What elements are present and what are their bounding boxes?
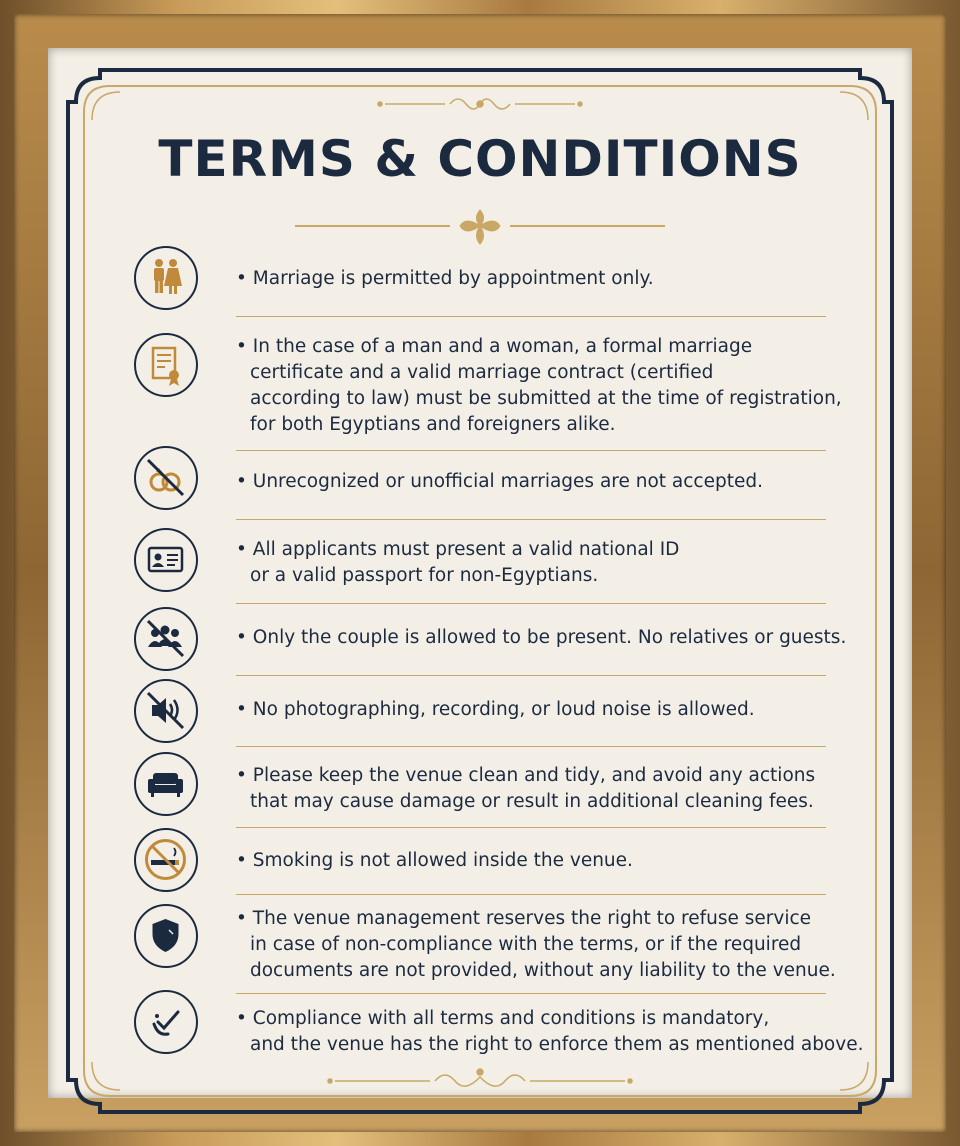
term-item-9 — [236, 906, 836, 984]
id-card-icon — [134, 528, 198, 592]
separator — [236, 519, 826, 520]
term-line: • Please keep the venue clean and tidy, and avoid any actions — [236, 765, 816, 786]
term-item-10 — [236, 1006, 864, 1058]
term-item-5 — [236, 625, 847, 651]
term-line: • Compliance with all terms and conditions is mandatory, — [236, 1008, 770, 1029]
separator — [236, 827, 826, 828]
term-item-1 — [236, 266, 836, 292]
term-line: documents are not provided, without any liability to the venue. — [250, 960, 836, 981]
certificate-icon — [134, 333, 198, 397]
term-line: • The venue management reserves the right to refuse service — [236, 908, 812, 929]
term-line: • Only the couple is allowed to be present. No relatives or guests. — [236, 627, 847, 648]
check-circle-icon — [134, 990, 198, 1054]
page-title: TERMS & CONDITIONS — [158, 130, 802, 188]
term-line: • All applicants must present a valid national ID — [236, 539, 680, 560]
term-item-7 — [236, 763, 836, 815]
term-line: • Unrecognized or unofficial marriages are not accepted. — [236, 471, 763, 492]
no-rings-icon — [134, 446, 198, 510]
separator — [236, 993, 826, 994]
term-item-3 — [236, 469, 836, 495]
separator — [236, 316, 826, 317]
term-item-8 — [236, 848, 836, 874]
separator — [236, 894, 826, 895]
separator — [236, 450, 826, 451]
term-line: or a valid passport for non-Egyptians. — [250, 565, 599, 586]
separator — [236, 746, 826, 747]
couple-icon — [134, 246, 198, 310]
term-line: according to law) must be submitted at the time of registration, — [250, 388, 842, 409]
term-line: and the venue has the right to enforce them as mentioned above. — [250, 1034, 864, 1055]
term-item-4 — [236, 537, 836, 589]
term-line: for both Egyptians and foreigners alike. — [250, 414, 616, 435]
term-line: certificate and a valid marriage contract (certified — [250, 362, 714, 383]
term-line: that may cause damage or result in additional cleaning fees. — [250, 791, 814, 812]
separator — [236, 675, 826, 676]
shield-icon — [134, 904, 198, 968]
term-line: in case of non-compliance with the terms, or if the required — [250, 934, 802, 955]
term-item-6 — [236, 697, 836, 723]
no-sound-icon — [134, 679, 198, 743]
separator — [236, 603, 826, 604]
term-line: • Marriage is permitted by appointment only. — [236, 268, 654, 289]
no-smoking-icon — [134, 828, 198, 892]
term-line: • No photographing, recording, or loud noise is allowed. — [236, 699, 755, 720]
term-item-2 — [236, 334, 842, 438]
term-line: • Smoking is not allowed inside the venue. — [236, 850, 633, 871]
sofa-icon — [134, 752, 198, 816]
term-line: • In the case of a man and a woman, a formal marriage — [236, 336, 753, 357]
no-guests-icon — [134, 607, 198, 671]
